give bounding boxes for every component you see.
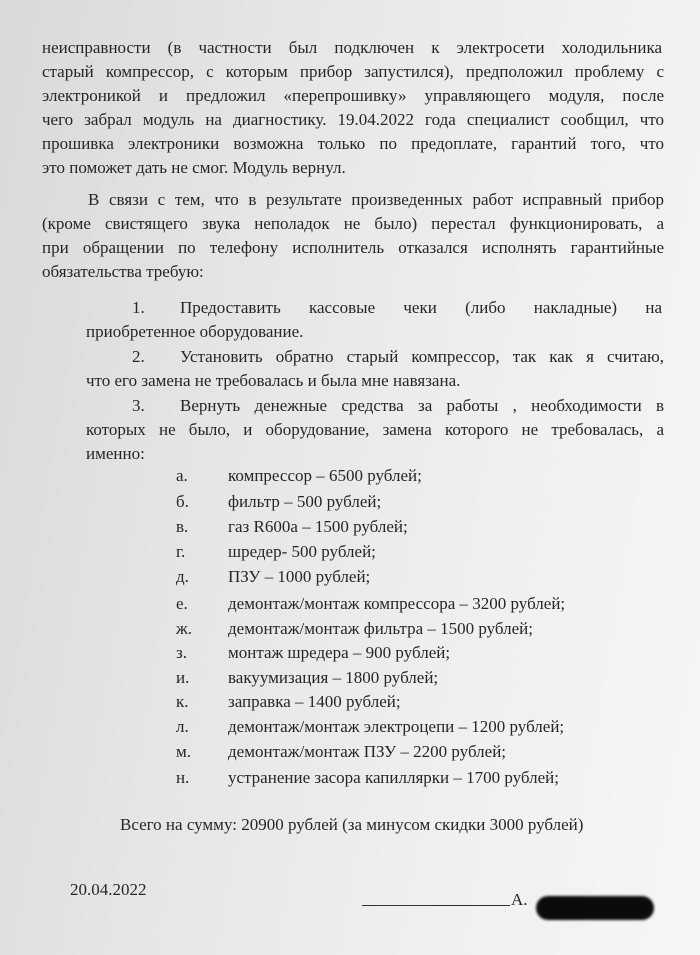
- demand-number: 3.: [132, 396, 145, 415]
- demand-text: Вернуть денежные средства за работы , необходимости в: [180, 396, 664, 415]
- demand-number: 2.: [132, 347, 145, 366]
- list-item-letter: а.: [176, 466, 188, 485]
- paragraph-line: В связи с тем, что в результате произведенных работ исправный прибор: [88, 190, 664, 209]
- list-item-letter: н.: [176, 768, 190, 787]
- intro-line: неисправности (в частности был подключен к электросети холодильника: [42, 38, 662, 57]
- list-item-letter: д.: [176, 567, 189, 586]
- intro-line: электроникой и предложил «перепрошивку» управляющего модуля, после: [42, 86, 664, 105]
- list-item-letter: в.: [176, 517, 189, 536]
- intro-line: чего забрал модуль на диагностику. 19.04.2022 года специалист сообщил, что: [42, 110, 664, 129]
- list-item: демонтаж/монтаж ПЗУ – 2200 рублей;: [228, 742, 507, 761]
- list-item: газ R600a – 1500 рублей;: [228, 517, 408, 536]
- list-item: заправка – 1400 рублей;: [228, 692, 401, 711]
- demand-number: 1.: [132, 298, 145, 317]
- list-item: демонтаж/монтаж электроцепи – 1200 рублей;: [228, 717, 565, 736]
- list-item-letter: м.: [176, 742, 192, 761]
- document-date: 20.04.2022: [70, 880, 147, 899]
- demand-text: которых не было, и оборудование, замена которого не требовалась, а: [86, 420, 664, 439]
- demand-text: приобретенное оборудование.: [86, 322, 304, 341]
- list-item: устранение засора капиллярки – 1700 рублей;: [228, 768, 560, 787]
- list-item-letter: е.: [176, 594, 188, 613]
- intro-line: это поможет дать не смог. Модуль вернул.: [42, 158, 346, 177]
- paragraph-line: при обращении по телефону исполнитель отказался исполнять гарантийные: [42, 238, 664, 257]
- signature-initial: А.: [511, 890, 528, 909]
- demand-text: что его замена не требовалась и была мне навязана.: [86, 371, 461, 390]
- demand-text: именно:: [86, 444, 145, 463]
- list-item-letter: г.: [176, 542, 186, 561]
- list-item-letter: з.: [176, 643, 187, 662]
- paragraph-line: обязательства требую:: [42, 262, 204, 281]
- intro-line: прошивка электроники возможна только по предоплате, гарантий того, что: [42, 134, 664, 153]
- demand-text: Установить обратно старый компрессор, так как я считаю,: [180, 347, 664, 366]
- list-item: компрессор – 6500 рублей;: [228, 466, 422, 485]
- list-item-letter: л.: [176, 717, 189, 736]
- list-item: демонтаж/монтаж компрессора – 3200 рублей;: [228, 594, 566, 613]
- redacted-name: [536, 896, 654, 920]
- list-item: ПЗУ – 1000 рублей;: [228, 567, 371, 586]
- signature-line: [362, 905, 510, 906]
- list-item: вакуумизация – 1800 рублей;: [228, 668, 439, 687]
- paragraph-line: (кроме свистящего звука неполадок не было) перестал функционировать, а: [42, 214, 664, 233]
- list-item-letter: ж.: [176, 619, 192, 638]
- list-item-letter: и.: [176, 668, 190, 687]
- total-sum: Всего на сумму: 20900 рублей (за минусом скидки 3000 рублей): [120, 815, 584, 834]
- list-item-letter: к.: [176, 692, 189, 711]
- list-item: демонтаж/монтаж фильтра – 1500 рублей;: [228, 619, 533, 638]
- list-item-letter: б.: [176, 492, 189, 511]
- intro-line: старый компрессор, с которым прибор запустился), предположил проблему с: [42, 62, 664, 81]
- list-item: монтаж шредера – 900 рублей;: [228, 643, 451, 662]
- list-item: фильтр – 500 рублей;: [228, 492, 382, 511]
- demand-text: Предоставить кассовые чеки (либо накладные) на: [180, 298, 662, 317]
- list-item: шредер- 500 рублей;: [228, 542, 376, 561]
